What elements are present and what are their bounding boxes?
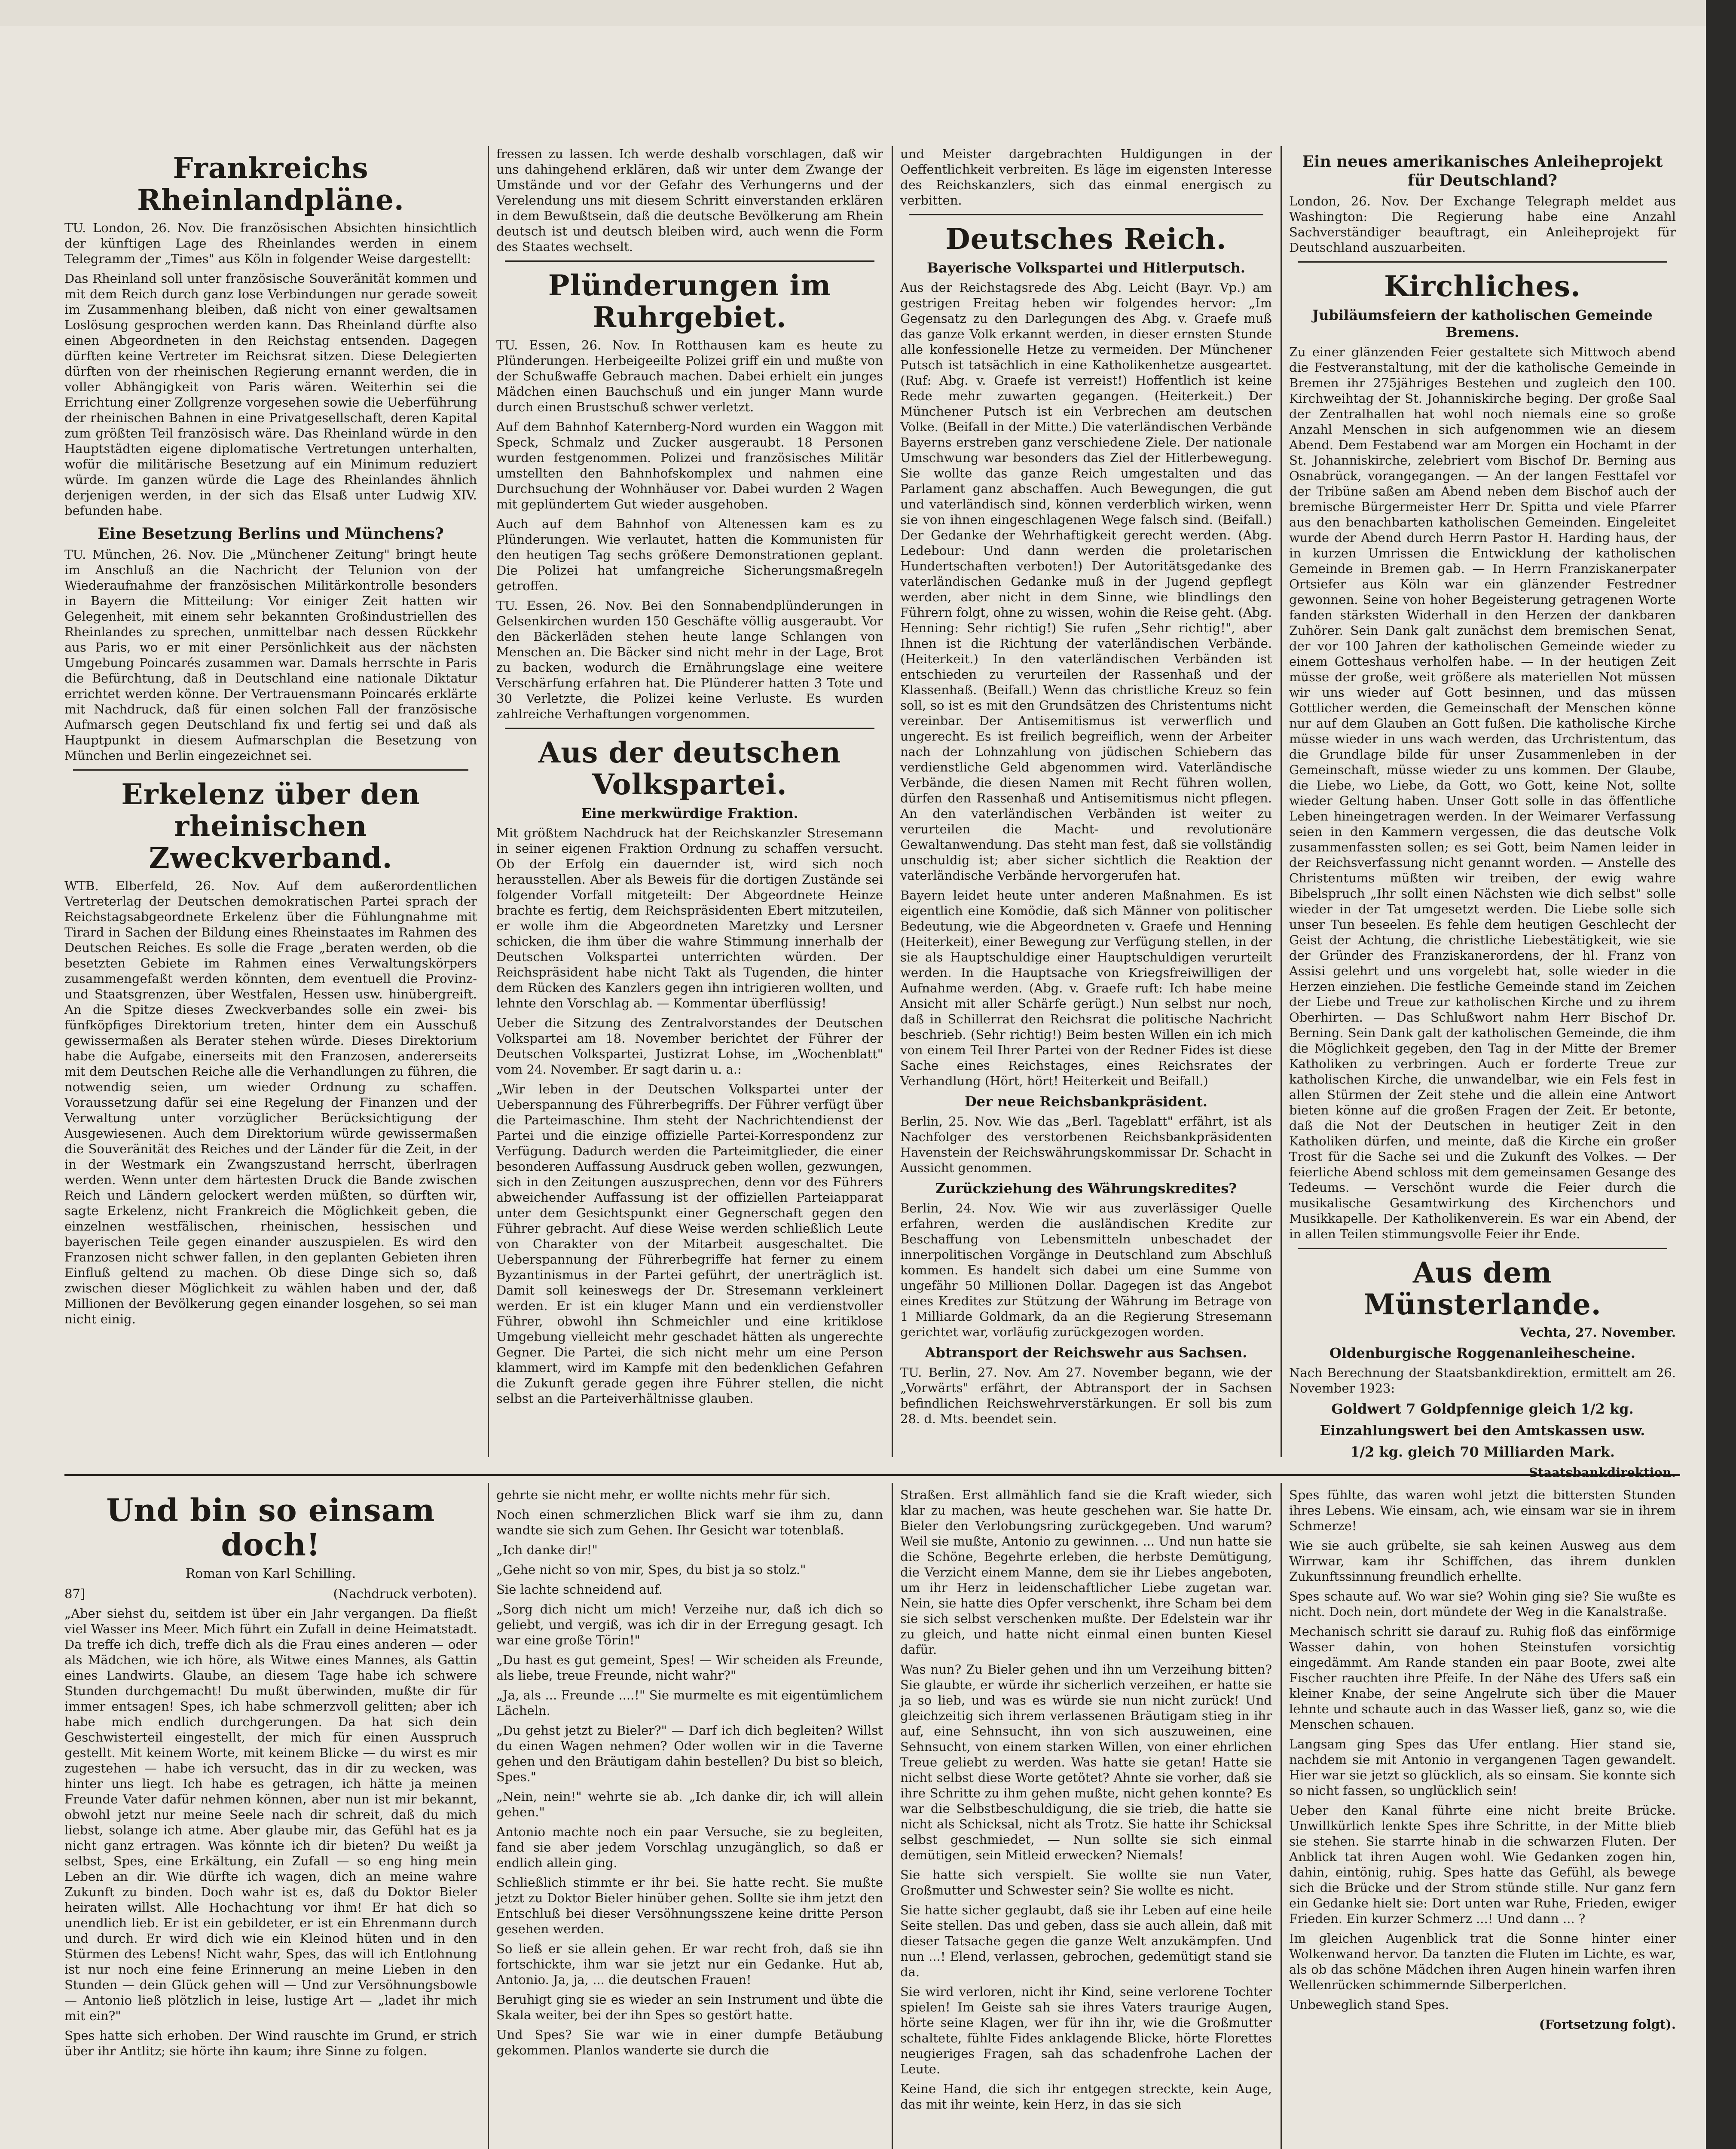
column-3: [900, 146, 1272, 1466]
column-4: [1289, 146, 1676, 1480]
serial-paragraph: Spes schaute auf. Wo war sie? Wohin ging sie? Sie wußte es nicht. Doch nein, dort mündete der Weg in die Kanalstraße.: [1289, 1589, 1676, 1619]
headline-deutsches-reich: Deutsches Reich.: [945, 222, 1227, 256]
serial-paragraph: „Ich danke dir!": [496, 1543, 598, 1557]
serial-column-4: [1289, 1487, 1676, 2149]
serial-column-1: [64, 1487, 477, 2149]
subheadline-hitlerputsch: Bayerische Volkspartei und Hitlerputsch.: [927, 260, 1245, 276]
serial-column-3: [900, 1487, 1272, 2149]
serial-number: 87]: [64, 1586, 86, 1601]
article-separator: [1298, 1248, 1667, 1249]
headline-kirchliches: Kirchliches.: [1384, 269, 1581, 303]
headline-pluenderungen: Plünderungen im Ruhrgebiet.: [548, 269, 831, 334]
serial-paragraph: „Du hast es gut gemeint, Spes! — Wir scheiden als Freunde, als liebe, treue Freunde, nicht wahr?": [496, 1653, 883, 1683]
subheadline-fraktion: Eine merkwürdige Fraktion.: [581, 805, 798, 821]
article-paragraph: Berlin, 24. Nov. Wie wir aus zuverlässiger Quelle erfahren, werden die ausländischen Kredite zur Beschaffung von Lebensmitteln unbeschadet der innerpolitischen Vorgänge in Deutschland zum Abschluß kommen. Es handelt sich dabei um eine Summe von ungefähr 50 Millionen Dollar. Dagegen ist das Angebot eines Kredites zur Stützung der Währung im Betrage von 1 Milliarde Goldmark, da an die Regierung Stresemann gerichtet war, vorläufig zurückgezogen worden.: [900, 1201, 1272, 1339]
serial-paragraph: Im gleichen Augenblick trat die Sonne hinter einer Wolkenwand hervor. Da tanzten die Fluten im Lichte, es war, als ob das schöne Mädchen ihren Augen hinein warfen ihren Wellenrücken schimmernde Silberperlchen.: [1289, 1931, 1676, 1992]
serial-paragraph: Mechanisch schritt sie darauf zu. Ruhig floß das einförmige Wasser dahin, von hohen Steinstufen vorsichtig eingedämmt. Am Rande standen ein paar Boote, zwei alte Fischer rauchten ihre Pfeife. In der Nähe des Ufers saß ein kleiner Knabe, der seine Angelrute sich über die Mauer lehnte und schaute auch in das Wasser ließ, ganz so, wie die Menschen schauen.: [1289, 1624, 1676, 1732]
article-paragraph: Auf dem Bahnhof Katernberg-Nord wurden ein Waggon mit Speck, Schmalz und Zucker ausgeraubt. 18 Personen wurden festgenommen. Polizei und französisches Militär umstellten den Bahnhofskomplex und nahmen eine Durchsuchung der Wohnhäuser vor. Dabei wurden 2 Wagen mit geplündertem Gut wieder ausgehoben.: [496, 419, 883, 511]
serial-paragraph: Antonio machte noch ein paar Versuche, sie zu begleiten, fand sie aber jedem Vorschlag unzugänglich, so daß er endlich allein ging.: [496, 1825, 883, 1870]
serial-paragraph: „Gehe nicht so von mir, Spes, du bist ja so stolz.": [496, 1562, 806, 1577]
serial-paragraph: Was nun? Zu Bieler gehen und ihn um Verzeihung bitten? Sie glaubte, er würde ihr sicherlich verzeihen, er hatte sie ja so lieb, und was es würde sie nun nicht zurück! Und gleichzeitig sich ihrem verlassenen Bräutigam stieg in ihr auf, eine Sehnsucht, ihn von sich auszuweinen, eine Sehnsucht, von einem starken Willen, von einer ehrlichen Treue geliebt zu werden. Was hatte sie getan! Hatte sie nicht selbst diese Worte getötet? Ahnte sie vorher, daß sie ihre Schritte zu ihm gehen mußte, nicht gehen konnte? Es war die Selbstbeschuldigung, die sie trieb, die hatte sie nicht als Schicksal, nicht als Trotz. Sie hatte ihr Schicksal selbst geschmiedet, — Nun sollte sie sich einmal demütigen, sein Mitleid erwecken? Niemals!: [900, 1662, 1272, 1862]
article-paragraph: WTB. Elberfeld, 26. Nov. Auf dem außerordentlichen Vertreterlag der Deutschen demokratischen Partei sprach der Reichstagsabgeordnete Erkelenz über die Fühlungnahme mit Tirard in Sachen der Bildung eines Rheinstaates im Rahmen des Deutschen Reiches. Es solle die Frage „beraten werden, ob die besetzten Gebiete im Rahmen eines Verwaltungskörpers zusammengefaßt werden könnten, dem eventuell die Provinz- und Staatsgrenzen, über Westfalen, Hessen usw. hinübergreift. An die Spitze dieses Zweckverbandes solle ein zwei- bis fünfköpfiges Direktorium treten, hinter dem ein Ausschuß gewissermaßen als Berater stehen würde. Dieses Direktorium habe die Aufgabe, einerseits mit den Franzosen, andererseits mit dem Deutschen Reiche alle die Verhandlungen zu führen, die notwendig seien, um wieder Ordnung zu schaffen. Voraussetzung dafür sei eine Regelung der Finanzen und der Verwaltung unter vorzüglicher Berücksichtigung der Ausgewiesenen. Auch dem Direktorium würde gewissermaßen die Souveränität des Reiches und der Länder für die Zeit, in der in der Westmark ein Zwangszustand herrscht, überlragen werden. Wenn unter dem härtesten Druck die Bande zwischen Reich und Ländern gelockert werden müßten, so dürften wir, sagte Erkelenz, nicht Frankreich die Möglichkeit geben, die einzelnen westfälischen, rheinischen, hessischen und bayerischen Teile gegen einander auszuspielen. Es wird den Franzosen nicht schwer fallen, in den geplanten Gebieten ihren Einfluß geltend zu machen. Ob diese Dinge sich so, daß zwischen dieser Möglichkeit zu wählen haben und der, daß Millionen der Bevölkerung gegen einander losgehen, so sei man nicht einig.: [64, 879, 477, 1326]
continued-text: und Meister dargebrachten Huldigungen in der Oeffentlichkeit verbreiten. Es läge im eigensten Interesse des Reichskanzlers, sich das einmal energisch zu verbitten.: [900, 147, 1272, 208]
column-rule: [892, 146, 893, 1457]
headline-rheinlandplaene: Frankreichs Rheinlandpläne.: [137, 151, 404, 217]
column-rule: [1281, 146, 1282, 1457]
column-rule: [488, 146, 489, 1457]
column-rule: [488, 1483, 489, 2149]
serial-paragraph: Spes hatte sich erhoben. Der Wind rauschte im Grund, er strich über ihr Antlitz; sie hörte ihn kaum; ihre Sinne zu folgen.: [64, 2028, 477, 2058]
article-paragraph: Bayern leidet heute unter anderen Maßnahmen. Es ist eigentlich eine Komödie, daß sich Männer von politischer Bedeutung, wie die Abgeordneten v. Graefe und Henning (Heiterkeit), einer Bewegung zur Verfügung stellen, in der sie als Hauptschuldige einer Hauptschuldigen verurteilt werden. In die Hauptsache von Kriegsfreiwilligen der Aufnahme werden. (Abg. v. Graefe ruft: Ich habe meine Ansicht mit aller Schärfe gerügt.) Nun selbst nur noch, daß in Schillerrat den Reichsrat die politische Nachricht beschrieb. (Sehr richtig!) Beim besten Willen ein ich mich von einem Teil Ihrer Partei von der Redner Fides ist diese Sache eines Reichstages, eines Reichsrates der Verhandlung (Hört, hört! Heiterkeit und Beifall.): [900, 888, 1272, 1088]
article-separator: [505, 260, 874, 262]
serial-title: Und bin so einsam doch!: [106, 1492, 435, 1563]
article-paragraph: TU. London, 26. Nov. Die französischen Absichten hinsichtlich der künftigen Lage des Rheinlandes werden in einem Telegramm der „Times" aus Köln in folgender Weise dargestellt:: [64, 220, 477, 266]
article-paragraph: Mit größtem Nachdruck hat der Reichskanzler Stresemann in seiner eigenen Fraktion Ordnung zu schaffen versucht. Ob der Erfolg ein dauernder ist, wird sich noch herausstellen. Aber als Beweis für die dortigen Zustände sei folgender Vorfall mitgeteilt: Der Abgeordnete Heinze brachte es fertig, dem Reichspräsidenten Ebert mitzuteilen, er wolle ihm die Abgeordneten Maretzky und Lersner schicken, die ihm über die wahre Stimmung innerhalb der Deutschen Volkspartei unterrichten würden. Der Reichspräsident habe nicht Takt als Tugenden, die hinter dem Rücken des Kanzlers gegen ihn intrigieren wollten, und lehnte den Vorschlag ab. — Kommentar überflüssig!: [496, 826, 883, 1010]
article-paragraph: Zu einer glänzenden Feier gestaltete sich Mittwoch abend die Festveranstaltung, mit der die katholische Gemeinde in Bremen ihr 275jähriges Bestehen und zugleich den 100. Kirchweihtag der St. Johanniskirche beging. Der große Saal der Zentralhallen hat wohl noch niemals eine so große Anzahl Menschen in sich aufgenommen wie an diesem Abend. Dem Festabend war am Morgen ein Hochamt in der St. Johanniskirche, zelebriert vom Bischof Dr. Berning aus Osnabrück, vorangegangen. — An der langen Festtafel vor der Tribüne saßen am Abend neben dem Bischof auch der bremische Bürgermeister Herr Dr. Spitta und viele Pfarrer aus den benachbarten katholischen Gemeinden. Eingeleitet wurde der Abend durch Herrn Pastor H. Harding haus, der in kurzen Umrissen die Entwicklung der katholischen Gemeinde in Bremen gab. — In Herrn Franziskanerpater Ortsiefer aus Köln war ein glänzender Festredner gewonnen. Seine von hoher Begeisterung getragenen Worte fanden stärksten Widerhall in den Herzen der dankbaren Zuhörer. Sein Dank galt zunächst dem bremischen Senat, der vor 100 Jahren der katholischen Gemeinde wieder zu einem Gotteshaus verholfen habe. — In der heutigen Zeit müsse der große, weit größere als materiellen Not müssen wir uns wieder auf Gott besinnen, und das müssen Gottlicher werden, die Gemeinschaft der Menschen könne nur auf dem Glauben an Gott fußen. Die katholische Kirche müsse wieder in uns wach werden, das Urchristentum, das die Grundlage bilde für unser Zusammenleben in der Gemeinschaft, müsse wieder zu uns kommen. Der Glaube, die Liebe, wo Liebe, da Gott, wo Gott, keine Not, sollte wieder Geltung haben. Unser Gott solle in das öffentliche Leben hineingetragen werden. In der Weimarer Verfassung seien in den Kammern vergessen, die das deutsche Volk zusammenfassten sollen; es sei Gott, beim Namen leider in der Reichsverfassung nicht genannt worden. — Anstelle des Christentums müßten wir treiben, der ewig wahre Bibelspruch „Ihr sollt einen Nächsten wie dich selbst" solle wieder in der Tat umgesetzt werden. Die Liebe solle sich unser Tun beseelen. Es fehle dem heutigen Geschlecht der Geist der Achtung, die christliche Liebestätigkeit, wie sie der Gründer des Franziskanerordens, der hl. Franz von Assisi gelehrt und uns vorgelebt hat, solle wieder in die Herzen einziehen. Die festliche Gemeinde stand im Zeichen der Liebe und Treue zur katholischen Kirche und zu ihrem Oberhirten. — Das Schlußwort nahm Herr Bischof Dr. Berning. Sein Dank galt der katholischen Gemeinde, die ihm die Möglichkeit gegeben, den Tag in der Mitte der Bremer Katholiken zu verbringen. Auch er forderte Treue zur katholischen Kirche, die unwandelbar, wie ein Fels fest in allen Stürmen der Zeit stehe und die allein eine Antwort bieten könne auf die großen Fragen der Zeit. Er betonte, daß die Not der Deutschen in heutiger Zeit in den Katholiken dürfen, und meinte, daß die Kirche ein großer Trost für die Sache sei und die Zukunft des Volkes. — Der feierliche Abend schloss mit dem gemeinsamen Gesange des Tedeums. — Verschönt wurde die Feier durch die musikalische Gesamtwirkung des Kirchenchors und Musikkapelle. Der Katholikenverein. Es war ein Abend, der in allen Teilen stimmungsvolle Feier ihr Ende.: [1289, 345, 1676, 1241]
article-paragraph: Berlin, 25. Nov. Wie das „Berl. Tageblatt" erfährt, ist als Nachfolger des verstorbenen Reichsbankpräsidenten Havenstein der Reichswährungskommissar Dr. Schacht in Aussicht genommen.: [900, 1114, 1272, 1175]
notice-signature: Staatsbankdirektion.: [1529, 1465, 1676, 1480]
article-paragraph: „Wir leben in der Deutschen Volkspartei unter der Ueberspannung des Führerbegriffs. Der Führer verfügt über die Parteimaschine. Ihm steht der Nachrichtendienst der Partei und die einzige offizielle Partei-Korrespondenz zur Verfügung. Dadurch werden die Parteimitglieder, die einer besonderen Auffassung Ausdruck geben wollen, gezwungen, sich in den Zeitungen auszusprechen, denn vor des Führers abweichender Auffassung ist der offiziellen Parteiapparat unter dem Gesichtspunkt einer Gegnerschaft gegen den Führer gebracht. Auf diese Weise werden schließlich Leute von Charakter von der Mitarbeit ausgeschaltet. Die Ueberspannung der Führerbegriffe hat ferner zu einem Byzantinismus in der Partei geführt, der unerträglich ist. Damit soll keineswegs der Dr. Stresemann verkleinert werden. Er ist ein kluger Mann und ein verdienstvoller Führer, obwohl ihn Schmeichler und eine kritiklose Umgebung vielleicht mehr geschadet hätten als ungerechte Gegner. Die Partei, die sich nicht mehr um eine Person klammert, wird im Kampfe mit den bedenklichen Gefahren die Zukunft gerade gegen ihre Führer stellen, die nicht selbst an die Parteiverhältnisse glauben.: [496, 1082, 883, 1406]
serial-paragraph: gehrte sie nicht mehr, er wollte nichts mehr für sich.: [496, 1488, 831, 1502]
headline-erkelenz: Erkelenz über den rheinischen Zweckverband.: [121, 778, 420, 875]
serial-paragraph: Sie hatte sich verspielt. Sie wollte sie nun Vater, Großmutter und Schwester sein? Sie wollte es nicht.: [900, 1867, 1272, 1898]
notice-line: Einzahlungswert bei den Amtskassen usw.: [1320, 1422, 1645, 1439]
serial-paragraph: Schließlich stimmte er ihr bei. Sie hatte recht. Sie mußte jetzt zu Doktor Bieler hinüber gehen. Sollte sie ihm jetzt den Entschluß bei dieser Versöhnungsszene keine dritte Person gesehen werden.: [496, 1875, 883, 1936]
serial-paragraph: „Sorg dich nicht um mich! Verzeihe nur, daß ich dich so geliebt, und vergiß, was ich dir in der Erregung gesagt. Ich war eine große Törin!": [496, 1602, 883, 1647]
article-paragraph: Auch auf dem Bahnhof von Altenessen kam es zu Plünderungen. Wie verlautet, hatten die Kommunisten für den heutigen Tag sechs größere Demonstrationen geplant. Die Polizei hat umfangreiche Sicherungsmaßregeln getroffen.: [496, 517, 883, 593]
article-separator: [1298, 261, 1667, 263]
notice-paragraph: Nach Berechnung der Staatsbankdirektion, ermittelt am 26. November 1923:: [1289, 1365, 1676, 1396]
serial-paragraph: Wie sie auch grübelte, sie sah keinen Ausweg aus dem Wirrwar, kam ihr Schiffchen, das ihrem dunklen Zukunftssinnung freundlich erhellte.: [1289, 1538, 1676, 1584]
article-separator: [73, 769, 468, 771]
subheadline-jubilaeum: Jubiläumsfeiern der katholischen Gemeinde Bremens.: [1312, 307, 1653, 340]
page-right-edge: [1706, 0, 1736, 2149]
notice-line: 1/2 kg. gleich 70 Milliarden Mark.: [1350, 1444, 1615, 1460]
column-2: [496, 146, 883, 1466]
serial-paragraph: Ueber den Kanal führte eine nicht breite Brücke. Unwillkürlich lenkte Spes ihre Schritte, in der Mitte blieb sie stehen. Sie starrte hinab in die schwarzen Fluten. Der Anblick tat ihren Augen wohl. Wie Gedanken zogen hin, dahin, eintönig, ruhig. Spes hatte das Gefühl, als bewege sich die Brücke und der Strom stünde stille. Nur ganz fern ein Gedanke hielt sie: Dort unten war Ruhe, Frieden, ewiger Frieden. Ein kurzer Schmerz ...! Und dann ... ?: [1289, 1803, 1676, 1926]
headline-reichswehr-sachsen: Abtransport der Reichswehr aus Sachsen.: [925, 1344, 1247, 1361]
serial-paragraph: Unbeweglich stand Spes.: [1289, 1997, 1449, 2012]
column-1: [64, 146, 477, 1466]
article-paragraph: London, 26. Nov. Der Exchange Telegraph meldet aus Washington: Die Regierung habe eine Anzahl Sachverständiger beauftragt, ein Anleiheprojekt für Deutschland auszuarbeiten.: [1289, 194, 1676, 255]
article-paragraph: Das Rheinland soll unter französische Souveränität kommen und mit dem Reich durch ganz lose Verbindungen nur gerade soweit im Zusammenhang bleiben, daß nicht von einer gewaltsamen Loslösung gesprochen werden kann. Das Rheinland dürfte also einen Abgeordneten in den Reichstag entsenden. Dagegen dürften keine Vertreter im Reichsrat sitzen. Diese Delegierten dürften von der rheinischen Regierung ernannt werden, die in voller Abhängigkeit von Paris wären. Weiterhin sei die Errichtung einer Zollgrenze vorgesehen sowie die Ueberführung der rheinischen Bahnen in eine Privatgesellschaft, deren Kapital zum größten Teil französisch wäre. Das Rheinland würde in den Hauptstädten eigene diplomatische Vertretungen unterhalten, wofür die militärische Besetzung auf ein Minimum reduziert würde. Im ganzen würde die Lage des Rheinlandes ähnlich derjenigen werden, in der sich das Elsaß unter Ludwig XIV. befunden habe.: [64, 271, 477, 518]
serial-paragraph: Keine Hand, die sich ihr entgegen streckte, kein Auge, das mit ihr weinte, kein Herz, in das sie sich: [900, 2082, 1272, 2112]
serial-notice: (Nachdruck verboten).: [333, 1586, 477, 1601]
serial-paragraph: Sie wird verloren, nicht ihr Kind, seine verlorene Tochter spielen! Im Geiste sah sie ihres Vaters traurige Augen, hörte seine Klagen, wer für ihn ihr, wie die Großmutter schaltete, fühlte Fides anklagende Blicke, hörte Florettes neugieriges Fragen, sah das schadenfrohe Lachen der Leute.: [900, 1984, 1272, 2076]
article-paragraph: TU. München, 26. Nov. Die „Münchener Zeitung" bringt heute im Anschluß an die Nachricht der Telunion von der Wiederaufnahme der französischen Militärkontrolle besonders in Bayern die Mitteilung: Vor einiger Zeit hatten wir Gelegenheit, mit einem sehr bekannten Großindustriellen des Rheinlandes zu sprechen, unmittelbar nach dessen Rückkehr aus Paris, wo er mit einer Persönlichkeit aus der nächsten Umgebung Poincarés zusammen war. Damals herrschte in Paris die Befürchtung, daß in Deutschland eine nationale Diktatur errichtet werden könne. Der Vertrauensmann Poincarés erklärte mit Nachdruck, daß für einen solchen Fall der französische Aufmarsch gegen Deutschland fix und fertig sei und daß als Hauptpunkt in diesem Aufmarschplan die Besetzung von München und Berlin eingezeichnet sei.: [64, 547, 477, 763]
headline-muensterland: Aus dem Münsterlande.: [1363, 1256, 1602, 1321]
headline-volkspartei: Aus der deutschen Volkspartei.: [538, 736, 841, 801]
serial-paragraph: „Aber siehst du, seitdem ist über ein Jahr vergangen. Da fließt viel Wasser ins Meer. Mich führt ein Zufall in deine Heimatstadt. Da treffe ich dich, treffe dich als die Frau eines anderen — oder als Mädchen, wie ich höre, als Witwe eines Mannes, als Gattin eines Landwirts. Glaube, an diesem Tage habe ich schwere Stunden durchgemacht! Du mußt überwinden, mußte dir für immer entsagen! Spes, ich habe schmerzvoll gelitten; aber ich habe mich endlich durchgerungen. Da hat sich dein Geschwisterteil eingestellt, der mich für einen Ausspruch gestellt. Mit keinem Worte, mit keinem Blicke — du wirst es mir zugestehen — habe ich versucht, das in dir zu wecken, was hinter uns liegt. Ich habe es getragen, ich hätte ja meinen Freunde Vater dafür nehmen können, aber nun ist mir bekannt, obwohl jetzt nur meine Seele nach dir schreit, daß du mich liebst, solange ich atme. Aber glaube mir, das Gefühl hat es ja nicht ganz ertragen. Was könnte ich dir bieten? Du weißt ja selbst, Spes, eine Erkältung, ein Zufall — so eng hing mein Leben an dir. Wie dürfte ich wagen, dich an meine wahre Zukunft zu binden. Doch wahr ist es, daß du Doktor Bieler heiraten willst. Alle Hochachtung vor ihm! Er hat dich so unendlich lieb. Er ist ein gebildeter, er ist ein Ehrenmann durch und durch. Er wird dich wie ein Kleinod hüten und in den Stürmen des Lebens! Nicht wahr, Spes, das will ich Entlohnung ist nur noch eine feine Erinnerung an meine Lieben in den Stunden — dein Glück gehen will — Und zur Versöhnungsbowle — Antonio ließ plötzlich in leise, lustige Art — „ladet ihr mich mit ein?": [64, 1606, 477, 2023]
serial-continued: (Fortsetzung folgt).: [1539, 2017, 1676, 2032]
serial-paragraph: Langsam ging Spes das Ufer entlang. Hier stand sie, nachdem sie mit Antonio in vergangenen Tagen gewandelt. Hier war sie jetzt so glücklich, als so einsam. Sie konnte sich so nicht fassen, so unglücklich sein!: [1289, 1737, 1676, 1798]
headline-besetzung: Eine Besetzung Berlins und Münchens?: [98, 525, 444, 543]
notice-line: Goldwert 7 Goldpfennige gleich 1/2 kg.: [1331, 1401, 1634, 1417]
serial-paragraph: Spes fühlte, das waren wohl jetzt die bittersten Stunden ihres Lebens. Wie einsam, ach, wie einsam war sie in ihrem Schmerze!: [1289, 1488, 1676, 1533]
serial-paragraph: Und Spes? Sie war wie in einer dumpfe Betäubung gekommen. Planlos wanderte sie durch die: [496, 2027, 883, 2057]
serial-paragraph: Straßen. Erst allmählich fand sie die Kraft wieder, sich klar zu machen, was heute geschehen war. Sie hatte Dr. Bieler den Verlobungsring zurückgegeben. Und warum? Weil sie mußte, Antonio zu gewinnen. ... Und nun hatte sie die Schöne, Begehrte erleben, die herbste Demütigung, die Verzicht einem Manne, dem sie ihr Liebes angeboten, um ihr Herz in leidenschaftlicher Liebe zugetan war. Nein, sie hatte dies Opfer verschenkt, ihre Scham bei dem sie sich selbst verschenken mußte. Der Edelstein war ihr zu gleich, und hatte nicht einmal einen bunten Kiesel dafür.: [900, 1488, 1272, 1657]
serial-byline: Roman von Karl Schilling.: [185, 1566, 356, 1581]
subheadline-roggenanleihe: Oldenburgische Roggenanleihescheine.: [1330, 1345, 1635, 1361]
article-separator: [505, 728, 874, 729]
column-rule: [892, 1483, 893, 2149]
headline-anleiheprojekt: Ein neues amerikanisches Anleiheprojekt für Deutschland?: [1302, 153, 1663, 190]
article-paragraph: Aus der Reichstagsrede des Abg. Leicht (Bayr. Vp.) am gestrigen Freitag heben wir folgendes hervor: „Im Gegensatz zu den Darlegungen des Abg. v. Graefe muß das ganze Volk erkannt werden, in dieser ernsten Stunde alle konfessionelle Hetze zu vermeiden. Der Münchener Putsch ist tatsächlich in eine Katholikenhetze ausgeartet. (Ruf: Abg. v. Graefe ist verreist!) Hoffentlich ist keine Rede mehr zuwarten gegangen. (Heiterkeit.) Der Münchener Putsch ist ein Verbrechen am deutschen Volke. (Beifall in der Mitte.) Die vaterländischen Verbände Bayerns erstreben ganz verschiedene Ziele. Der nationale Umschwung war besonders das Ziel der Hitlerbewegung. Sie wollte das ganze Reich umgestalten und das Parlament ganz abschaffen. Auch Bewegungen, die gut und vaterländisch sind, können verderblich wirken, wenn sie von ihnen eingeschlagenen Wege falsch sind. (Beifall.) Der Gedanke der Wehrhaftigkeit gerecht werden. (Abg. Ledebour: Und dann werden die proletarischen Hundertschaften verboten!) Der Autoritätsgedanke des vaterländischen Gedanke muß in der Jugend gepflegt werden, aber nicht in dem Sinne, wie blindlings den Führern folgt, ohne zu wissen, wohin die Reise geht. (Abg. Henning: Sehr richtig!) Sie rufen „Sehr richtig!", aber Ihnen ist die Richtung der vaterländischen Verbände. (Heiterkeit.) In den vaterländischen Verbänden ist entschieden zu verurteilen der Rassenhaß und der Klassenhaß. (Beifall.) Wenn das christliche Kreuz so fein soll, so ist es mit den Grundsätzen des Christentums nicht vereinbar. Der Antisemitismus ist verwerflich und ungerecht. Es ist freilich begreiflich, wenn der Arbeiter nach der Lohnzahlung von jüdischen Schiebern das verdienstliche Geld abgenommen wird. Vaterländische Verbände, die diesen Namen mit Recht führen wollen, dürfen den Rassenhaß und Antisemitismus nicht pflegen. An den vaterländischen Verbänden ist weiter zu verurteilen die Macht- und revolutionäre Gewaltanwendung. Das steht man fest, daß sie vollständig unschuldig ist; aber sicher sichtlich die Reaktion der vaterländische Verbände hervorgerufen hat.: [900, 280, 1272, 883]
article-paragraph: Ueber die Sitzung des Zentralvorstandes der Deutschen Volkspartei am 18. November berichtet der Führer der Deutschen Volkspartei, Justizrat Lohse, im „Wochenblatt" vom 24. November. Er sagt darin u. a.:: [496, 1016, 883, 1077]
article-paragraph: TU. Essen, 26. Nov. Bei den Sonnabendplünderungen in Gelsenkirchen wurden 150 Geschäfte völlig ausgeraubt. Vor den Bäckerläden stehen heute lange Schlangen von Menschen an. Die Bäcker sind nicht mehr in der Lage, Brot zu backen, wodurch die Ernährungslage eine weitere Verschärfung erfahren hat. Die Plünderer hatten 3 Tote und 30 Verletzte, die Polizei keine Verluste. Es wurden zahlreiche Verhaftungen vorgenommen.: [496, 598, 883, 721]
serial-paragraph: Sie hatte sicher geglaubt, daß sie ihr Leben auf eine heile Seite stellen. Das und geben, dass sie auch allein, daß mit dieser Tatsache gegen die ganze Welt anzukämpfen. Und nun ...! Elend, verlassen, gebrochen, gedemütigt stand sie da.: [900, 1903, 1272, 1979]
serial-paragraph: Beruhigt ging sie es wieder an sein Instrument und übte die Skala weiter, bei der ihn Spes so gestört hatte.: [496, 1992, 883, 2022]
newspaper-sheet: [64, 129, 1680, 2149]
continued-text: fressen zu lassen. Ich werde deshalb vorschlagen, daß wir uns dahingehend erklären, daß wir unter dem Zwange der Umstände und vor der Gefahr des Verhungerns und der Verelendung uns mit diesem Schritt einverstanden erklären in dem Bewußtsein, daß die deutsche Bevölkerung am Rhein deutsch ist und deutsch bleiben wird, auch wenn die Form des Staates wechselt.: [496, 147, 883, 254]
column-rule: [1281, 1483, 1282, 2149]
serial-column-2: [496, 1487, 883, 2149]
headline-waehrungskredit: Zurückziehung des Währungskredites?: [935, 1180, 1237, 1197]
dateline-vechta: Vechta, 27. November.: [1519, 1325, 1676, 1340]
serial-paragraph: „Du gehst jetzt zu Bieler?" — Darf ich dich begleiten? Willst du einen Wagen nehmen? Oder wollen wir in die Taverne gehen und den Bräutigam dahin bestellen? Du bist so bleich, Spes.": [496, 1723, 883, 1784]
serial-paragraph: Noch einen schmerzlichen Blick warf sie ihm zu, dann wandte sie sich zum Gehen. Ihr Gesicht war totenblaß.: [496, 1507, 883, 1537]
serial-paragraph: „Nein, nein!" wehrte sie ab. „Ich danke dir, ich will allein gehen.": [496, 1789, 883, 1819]
article-paragraph: TU. Berlin, 27. Nov. Am 27. November begann, wie der „Vorwärts" erfährt, der Abtransport der in Sachsen befindlichen Reichswehrverstärkungen. Er soll bis zum 28. d. Mts. beendet sein.: [900, 1365, 1272, 1426]
headline-reichsbankpraesident: Der neue Reichsbankpräsident.: [965, 1093, 1207, 1110]
page-top-edge: [0, 0, 1736, 26]
serial-header: [64, 1586, 477, 1601]
article-paragraph: TU. Essen, 26. Nov. In Rotthausen kam es heute zu Plünderungen. Herbeigeeilte Polizei griff ein und mußte von der Schußwaffe Gebrauch machen. Dabei erhielt ein junges Mädchen einen Bauchschuß und ein junger Mann wurde durch einen Brustschuß schwer verletzt.: [496, 338, 883, 414]
serial-paragraph: Sie lachte schneidend auf.: [496, 1582, 663, 1597]
article-separator: [909, 214, 1263, 215]
serial-paragraph: „Ja, als ... Freunde ....!" Sie murmelte es mit eigentümlichem Lächeln.: [496, 1688, 883, 1718]
serial-paragraph: So ließ er sie allein gehen. Er war recht froh, daß sie ihn fortschickte, ihm war sie jetzt nur ein Gedanke. Hut ab, Antonio. Ja, ja, ... die deutschen Frauen!: [496, 1941, 883, 1987]
